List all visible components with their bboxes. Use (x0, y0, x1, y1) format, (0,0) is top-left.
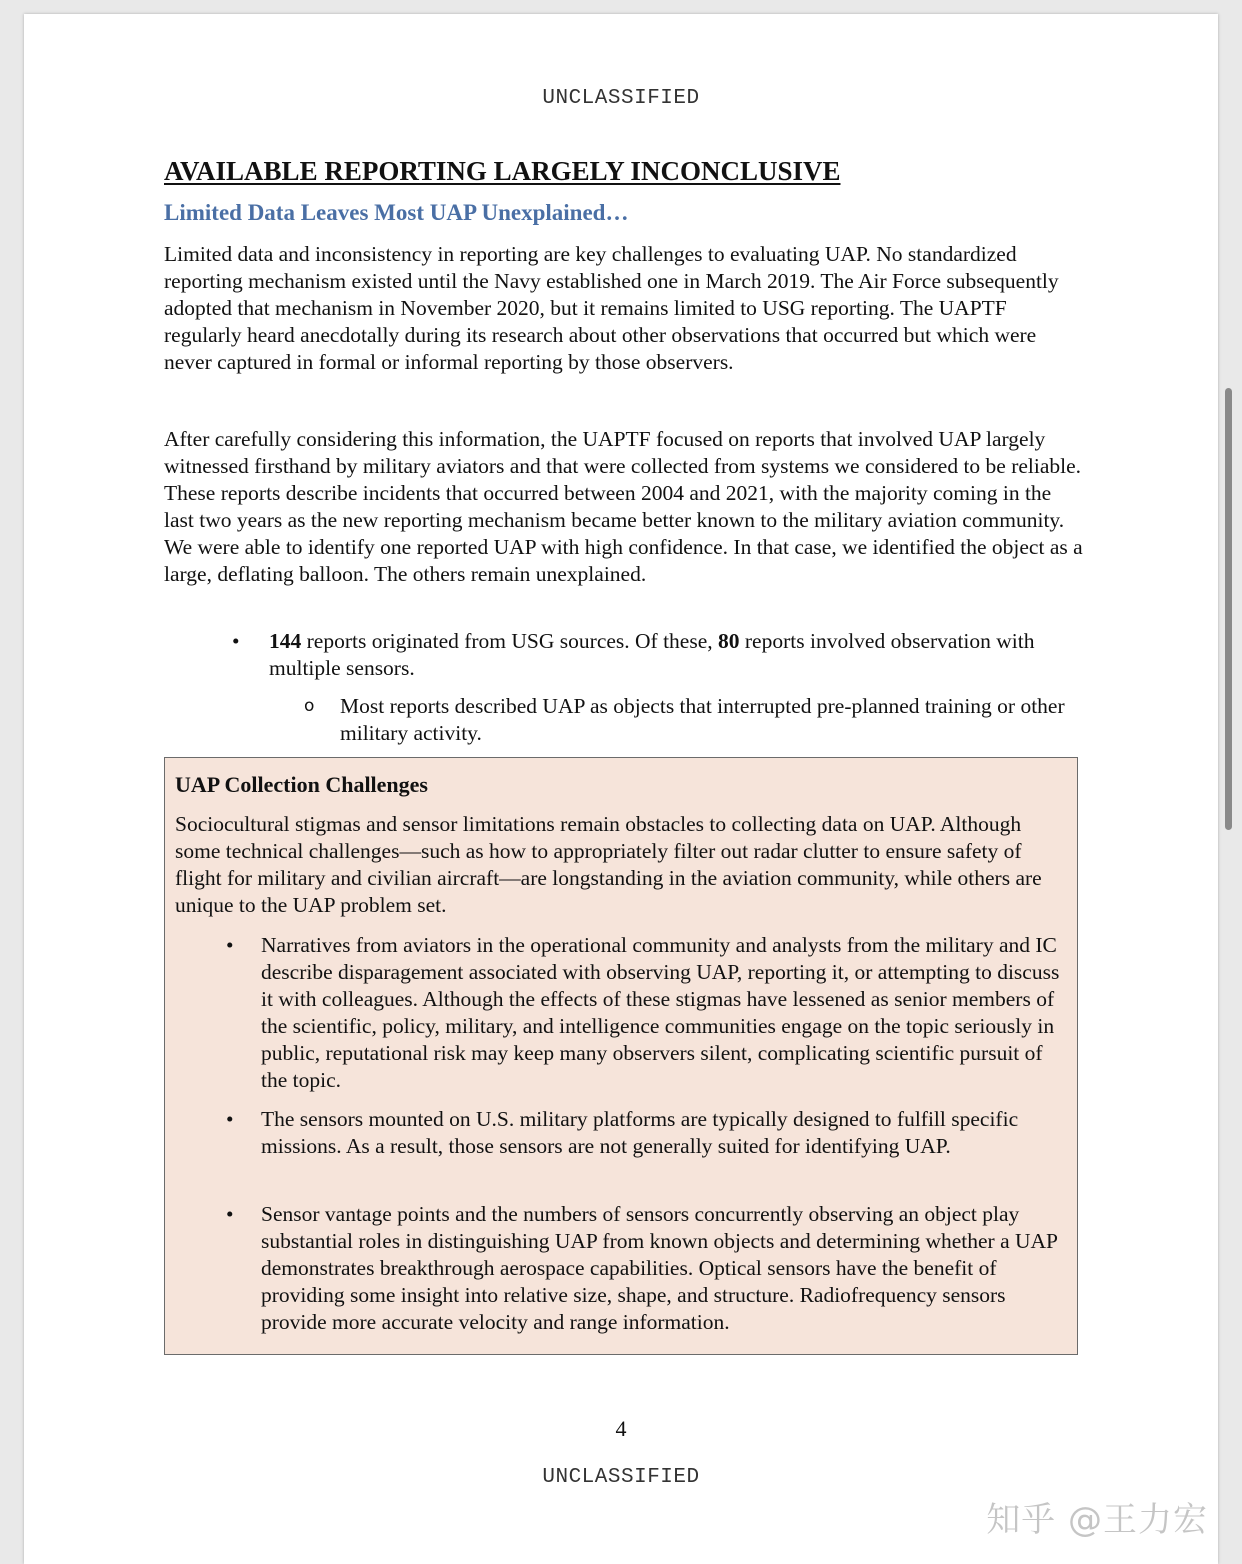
usg-report-count: 144 (269, 629, 302, 653)
page-number: 4 (615, 1416, 627, 1441)
classification-marking-bottom: UNCLASSIFIED (542, 1466, 700, 1489)
box-bullet-text: The sensors mounted on U.S. military platforms are typically designed to fulfill specific missions. As a result, those sensors are not generally suited for identifying UAP. (261, 1107, 1019, 1158)
section-subheading: Limited Data Leaves Most UAP Unexplained… (164, 200, 629, 225)
box-intro: Sociocultural stigmas and sensor limitations remain obstacles to collecting data on UAP. Although some technical challenges—such as how to appropriately filter out radar clutter to ensure safety of flight for military and civilian aircraft—are longstanding in the aviation community, while others are unique to the UAP problem set. (175, 812, 1042, 917)
collection-challenges-box (164, 757, 1078, 1355)
document-page (24, 14, 1218, 1564)
sub-bullet-text: Most reports described UAP as objects that interrupted pre-planned training or other military activity. (340, 694, 1065, 745)
bullet-text-b: reports involved observation with multiple sensors. (269, 629, 1035, 680)
bullet-text-a: reports originated from USG sources. Of these, (301, 629, 719, 653)
multi-sensor-count: 80 (718, 629, 740, 653)
box-bullet-text: Sensor vantage points and the numbers of sensors concurrently observing an object play substantial roles in distinguishing UAP from known objects and determining whether a UAP demonstrates breakthrough aerospace capabilities. Optical sensors have the benefit of providing some insight into relative size, shape, and structure. Radiofrequency sensors provide more accurate velocity and range information. (261, 1202, 1058, 1334)
vertical-scrollbar[interactable] (1225, 388, 1232, 830)
paragraph-1: Limited data and inconsistency in reporting are key challenges to evaluating UAP. No standardized reporting mechanism existed until the Navy established one in March 2019. The Air Force subsequently adopted that mechanism in November 2020, but it remains limited to USG reporting. The UAPTF regularly heard anecdotally during its research about other observations that occurred but which were never captured in formal or informal reporting by those observers. (164, 242, 1059, 374)
bullet-glyph: • (226, 1107, 234, 1131)
bullet-glyph: • (232, 629, 240, 653)
box-title: UAP Collection Challenges (175, 772, 428, 797)
bullet-glyph: • (226, 1202, 234, 1226)
paragraph-2: After carefully considering this information, the UAPTF focused on reports that involved UAP largely witnessed firsthand by military aviators and that were collected from systems we considered to be reliable. These reports describe incidents that occurred between 2004 and 2021, with the majority coming in the last two years as the new reporting mechanism became better known to the military aviation community. We were able to identify one reported UAP with high confidence. In that case, we identified the object as a large, deflating balloon. The others remain unexplained. (164, 427, 1083, 586)
bullet-text (269, 628, 1084, 682)
classification-marking-top: UNCLASSIFIED (542, 87, 700, 110)
watermark: 知乎 @王力宏 (986, 1500, 1208, 1540)
bullet-glyph: • (226, 933, 234, 957)
box-bullet-text: Narratives from aviators in the operational community and analysts from the military and IC describe disparagement associated with observing UAP, reporting it, or attempting to discuss it with colleagues. Although the effects of these stigmas have lessened as senior members of the scientific, policy, military, and intelligence communities engage on the topic seriously in public, reputational risk may keep many observers silent, complicating scientific pursuit of the topic. (261, 933, 1060, 1092)
sub-bullet-glyph: o (304, 696, 315, 716)
section-heading: AVAILABLE REPORTING LARGELY INCONCLUSIVE (164, 156, 841, 186)
